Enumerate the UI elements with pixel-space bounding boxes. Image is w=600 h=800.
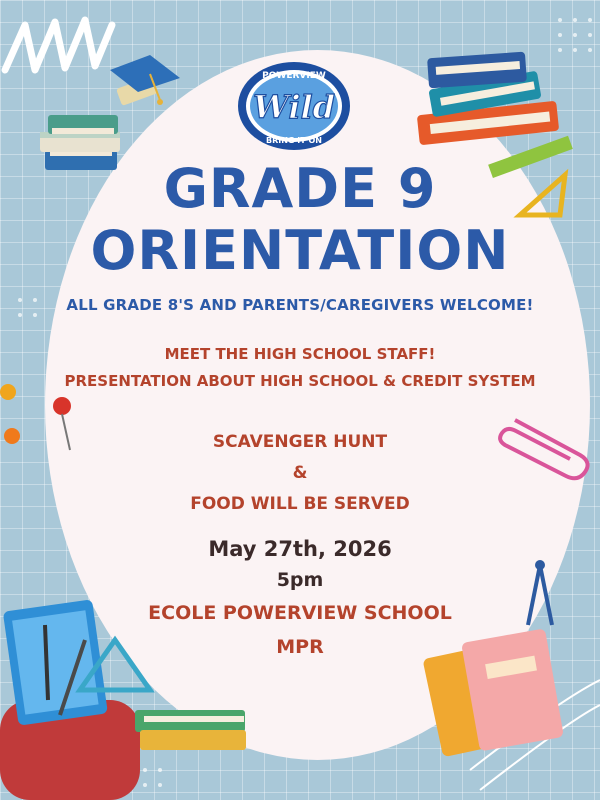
activity-line-1: SCAVENGER HUNT — [212, 432, 388, 452]
event-location-line-2: MPR — [276, 636, 324, 658]
details-line-2: PRESENTATION ABOUT HIGH SCHOOL & CREDIT SYSTEM — [64, 372, 536, 390]
event-time: 5pm — [276, 569, 324, 591]
book-stack-right-icon — [417, 52, 559, 146]
school-logo — [234, 58, 354, 154]
activity-line-3: FOOD WILL BE SERVED — [190, 494, 410, 514]
svg-text:BRING IT ON: BRING IT ON — [266, 136, 322, 145]
svg-text:Wild: Wild — [252, 88, 336, 126]
event-date: May 27th, 2026 — [208, 537, 392, 561]
title-line-1: GRADE 9 — [163, 157, 437, 220]
backpack-icon — [0, 599, 246, 800]
svg-text:POWERVIEW: POWERVIEW — [262, 71, 326, 81]
details-line-1: MEET THE HIGH SCHOOL STAFF! — [164, 345, 436, 363]
activity-line-2: & — [292, 463, 308, 483]
event-location-line-1: ECOLE POWERVIEW SCHOOL — [148, 602, 452, 624]
graduation-cap-icon — [110, 55, 180, 106]
title-line-2: ORIENTATION — [90, 219, 510, 282]
welcome-text: ALL GRADE 8'S AND PARENTS/CAREGIVERS WELCOME! — [66, 296, 534, 314]
